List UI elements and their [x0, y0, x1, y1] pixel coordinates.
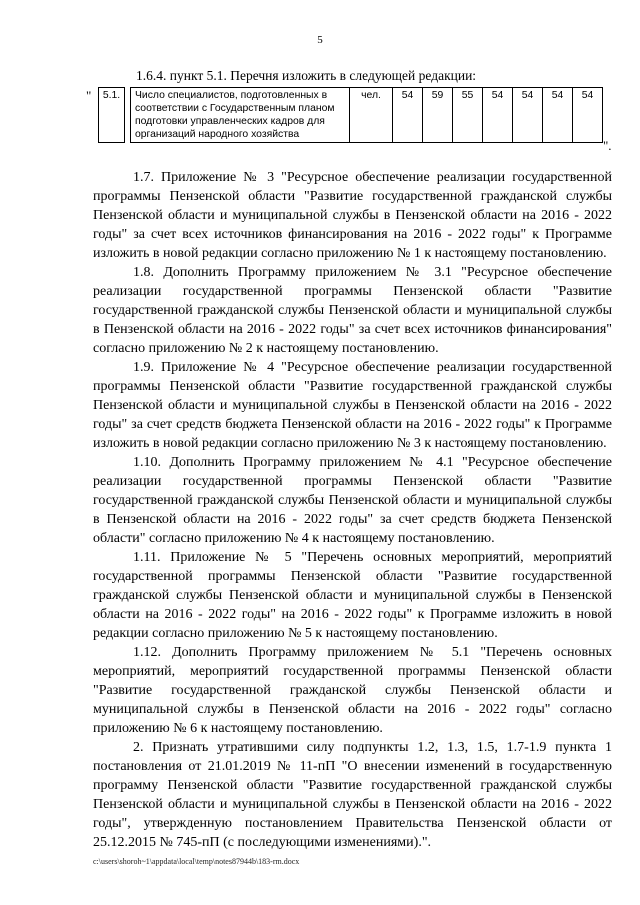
- row-index: 5.1.: [99, 88, 125, 143]
- closing-quote: ".: [603, 138, 612, 153]
- paragraph-1-8: 1.8. Дополнить Программу приложением № 3.1 "Ресурсное обеспечение реализации государственной программы Пензенской области "Развитие государственной гражданской службы Пензенской области и муниципальной службы в Пензенской области на 2016 - 2022 годы" за счет всех источников финансирования" согласно приложению № 2 к настоящему постановлению.: [93, 265, 612, 356]
- opening-quote: ": [86, 88, 92, 103]
- section-heading: 1.6.4. пункт 5.1. Перечня изложить в следующей редакции:: [136, 68, 477, 83]
- paragraph-1-10: 1.10. Дополнить Программу приложением № 4.1 "Ресурсное обеспечение реализации государственной программы Пензенской области "Развитие государственной гражданской службы Пензенской области и муниципальной службы в Пензенской области на 2016 - 2022 годы" за счет средств бюджета Пензенской области" согласно приложению № 4 к настоящему постановлению.: [93, 455, 612, 546]
- paragraph-1-12: 1.12. Дополнить Программу приложением № 5.1 "Перечень основных мероприятий, мероприятий государственной программы Пензенской области "Развитие государственной гражданской службы Пензенской области и муниципальной службы в Пензенской области на 2016 - 2022 годы" согласно приложению № 6 к настоящему постановлению.: [93, 645, 612, 736]
- body-text: [93, 168, 612, 852]
- value-cell: 54: [573, 88, 603, 143]
- paragraph-1-9: 1.9. Приложение № 4 "Ресурсное обеспечение реализации государственной программы Пензенской области "Развитие государственной гражданской службы Пензенской области и муниципальной службы в Пензенской области на 2016 - 2022 годы" за счет средств бюджета Пензенской области на 2016 - 2022 годы" к Программе изложить в новой редакции согласно приложению № 3 к настоящему постановлению.: [93, 360, 612, 451]
- indicator-description: Число специалистов, подготовленных в соответствии с Государственным планом подготовки управленческих кадров для организаций народного хозяйства: [131, 88, 350, 143]
- paragraph-1-7: 1.7. Приложение № 3 "Ресурсное обеспечение реализации государственной программы Пензенской области "Развитие государственной гражданской службы Пензенской области и муниципальной службы в Пензенской области на 2016 - 2022 годы" за счет всех источников финансирования на 2016 - 2022 годы" к Программе изложить в новой редакции согласно приложению № 1 к настоящему постановлению.: [93, 170, 612, 261]
- unit-cell: чел.: [350, 88, 393, 143]
- value-cell: 55: [453, 88, 483, 143]
- indicator-table: [98, 87, 603, 143]
- value-cell: 54: [513, 88, 543, 143]
- value-cell: 54: [483, 88, 513, 143]
- value-cell: 54: [393, 88, 423, 143]
- value-cell: 59: [423, 88, 453, 143]
- page-number: 5: [317, 34, 323, 46]
- value-cell: 54: [543, 88, 573, 143]
- paragraph-1-11: 1.11. Приложение № 5 "Перечень основных мероприятий, мероприятий государственной программы Пензенской области "Развитие государственной гражданской службы Пензенской области и муниципальной службы в Пензенской области на 2016 - 2022 годы" на 2016 - 2022 годы" к Программе изложить в новой редакции согласно приложению № 5 к настоящему постановлению.: [93, 550, 612, 641]
- table-row: [99, 88, 603, 143]
- paragraph-2: 2. Признать утратившими силу подпункты 1.2, 1.3, 1.5, 1.7-1.9 пункта 1 постановления от 21.01.2019 № 11-пП "О внесении изменений в государственную программу Пензенской области "Развитие государственной гражданской службы Пензенской области и муниципальной службы в Пензенской области на 2016 - 2022 годы", утвержденную постановлением Правительства Пензенской области от 25.12.2015 № 745-пП (с последующими изменениями).".: [93, 740, 612, 850]
- file-path-footer: c:\users\shoroh~1\appdata\local\temp\notes87944b\183-rm.docx: [93, 857, 300, 866]
